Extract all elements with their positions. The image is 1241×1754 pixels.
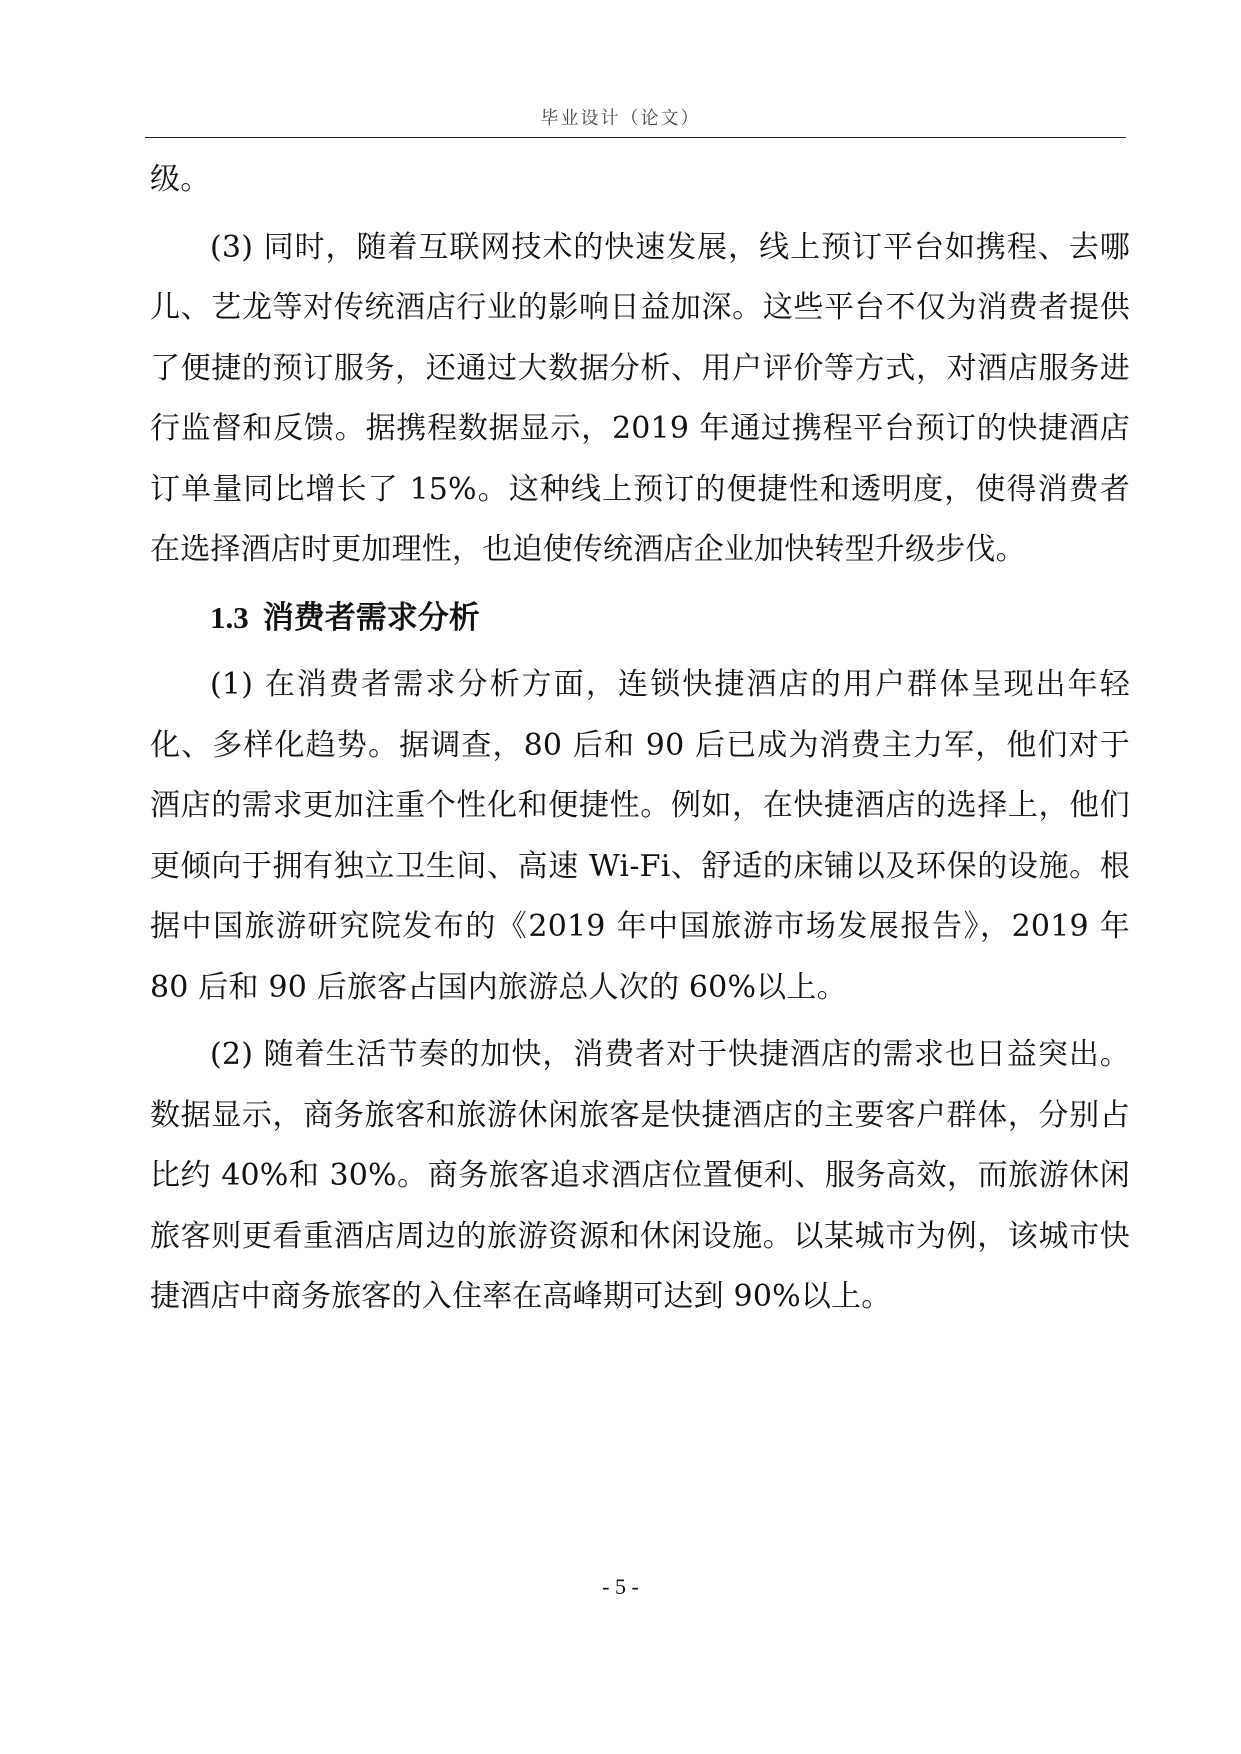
page-number: - 5 - (602, 1574, 639, 1599)
paragraph-online-booking: (3) 同时，随着互联网技术的快速发展，线上预订平台如携程、去哪儿、艺龙等对传统酒店行业的影响日益加深。这些平台不仅为消费者提供了便捷的预订服务，还通过大数据分析、用户评价等方式，对酒店服务进行监督和反馈。据携程数据显示，2019 年通过携程平台预订的快捷酒店订单量同比增长了 15%。这种线上预订的便捷性和透明度，使得消费者在选择酒店时更加理性，也迫使传统酒店企业加快转型升级步伐。 (150, 229, 1130, 567)
section-title: 消费者需求分析 (262, 599, 480, 636)
paragraph-business-travelers: (2) 随着生活节奏的加快，消费者对于快捷酒店的需求也日益突出。数据显示，商务旅客和旅游休闲旅客是快捷酒店的主要客户群体，分别占比约 40%和 30%。商务旅客追求酒店位置便利、服务高效，而旅游休闲旅客则更看重酒店周边的旅游资源和休闲设施。以某城市为例，该城市快捷酒店中商务旅客的入住率在高峰期可达到 90%以上。 (150, 1037, 1130, 1314)
paragraph-consumer-groups: (1) 在消费者需求分析方面，连锁快捷酒店的用户群体呈现出年轻化、多样化趋势。据调查，80 后和 90 后已成为消费主力军，他们对于酒店的需求更加注重个性化和便捷性。例如，在快捷酒店的选择上，他们更倾向于拥有独立卫生间、高速 Wi-Fi、舒适的床铺以及环保的设施。根据中国旅游研究院发布的《2019 年中国旅游市场发展报告》，2019 年 80 后和 90 后旅客占国内旅游总人次的 60%以上。 (150, 667, 1130, 1005)
header-rule (145, 137, 1126, 138)
body-text (150, 150, 1130, 1335)
running-header: 毕业设计（论文） (540, 108, 701, 129)
section-number: 1.3 (210, 599, 249, 635)
paragraph-continuation: 级。 (150, 162, 211, 197)
section-heading (150, 588, 1130, 649)
